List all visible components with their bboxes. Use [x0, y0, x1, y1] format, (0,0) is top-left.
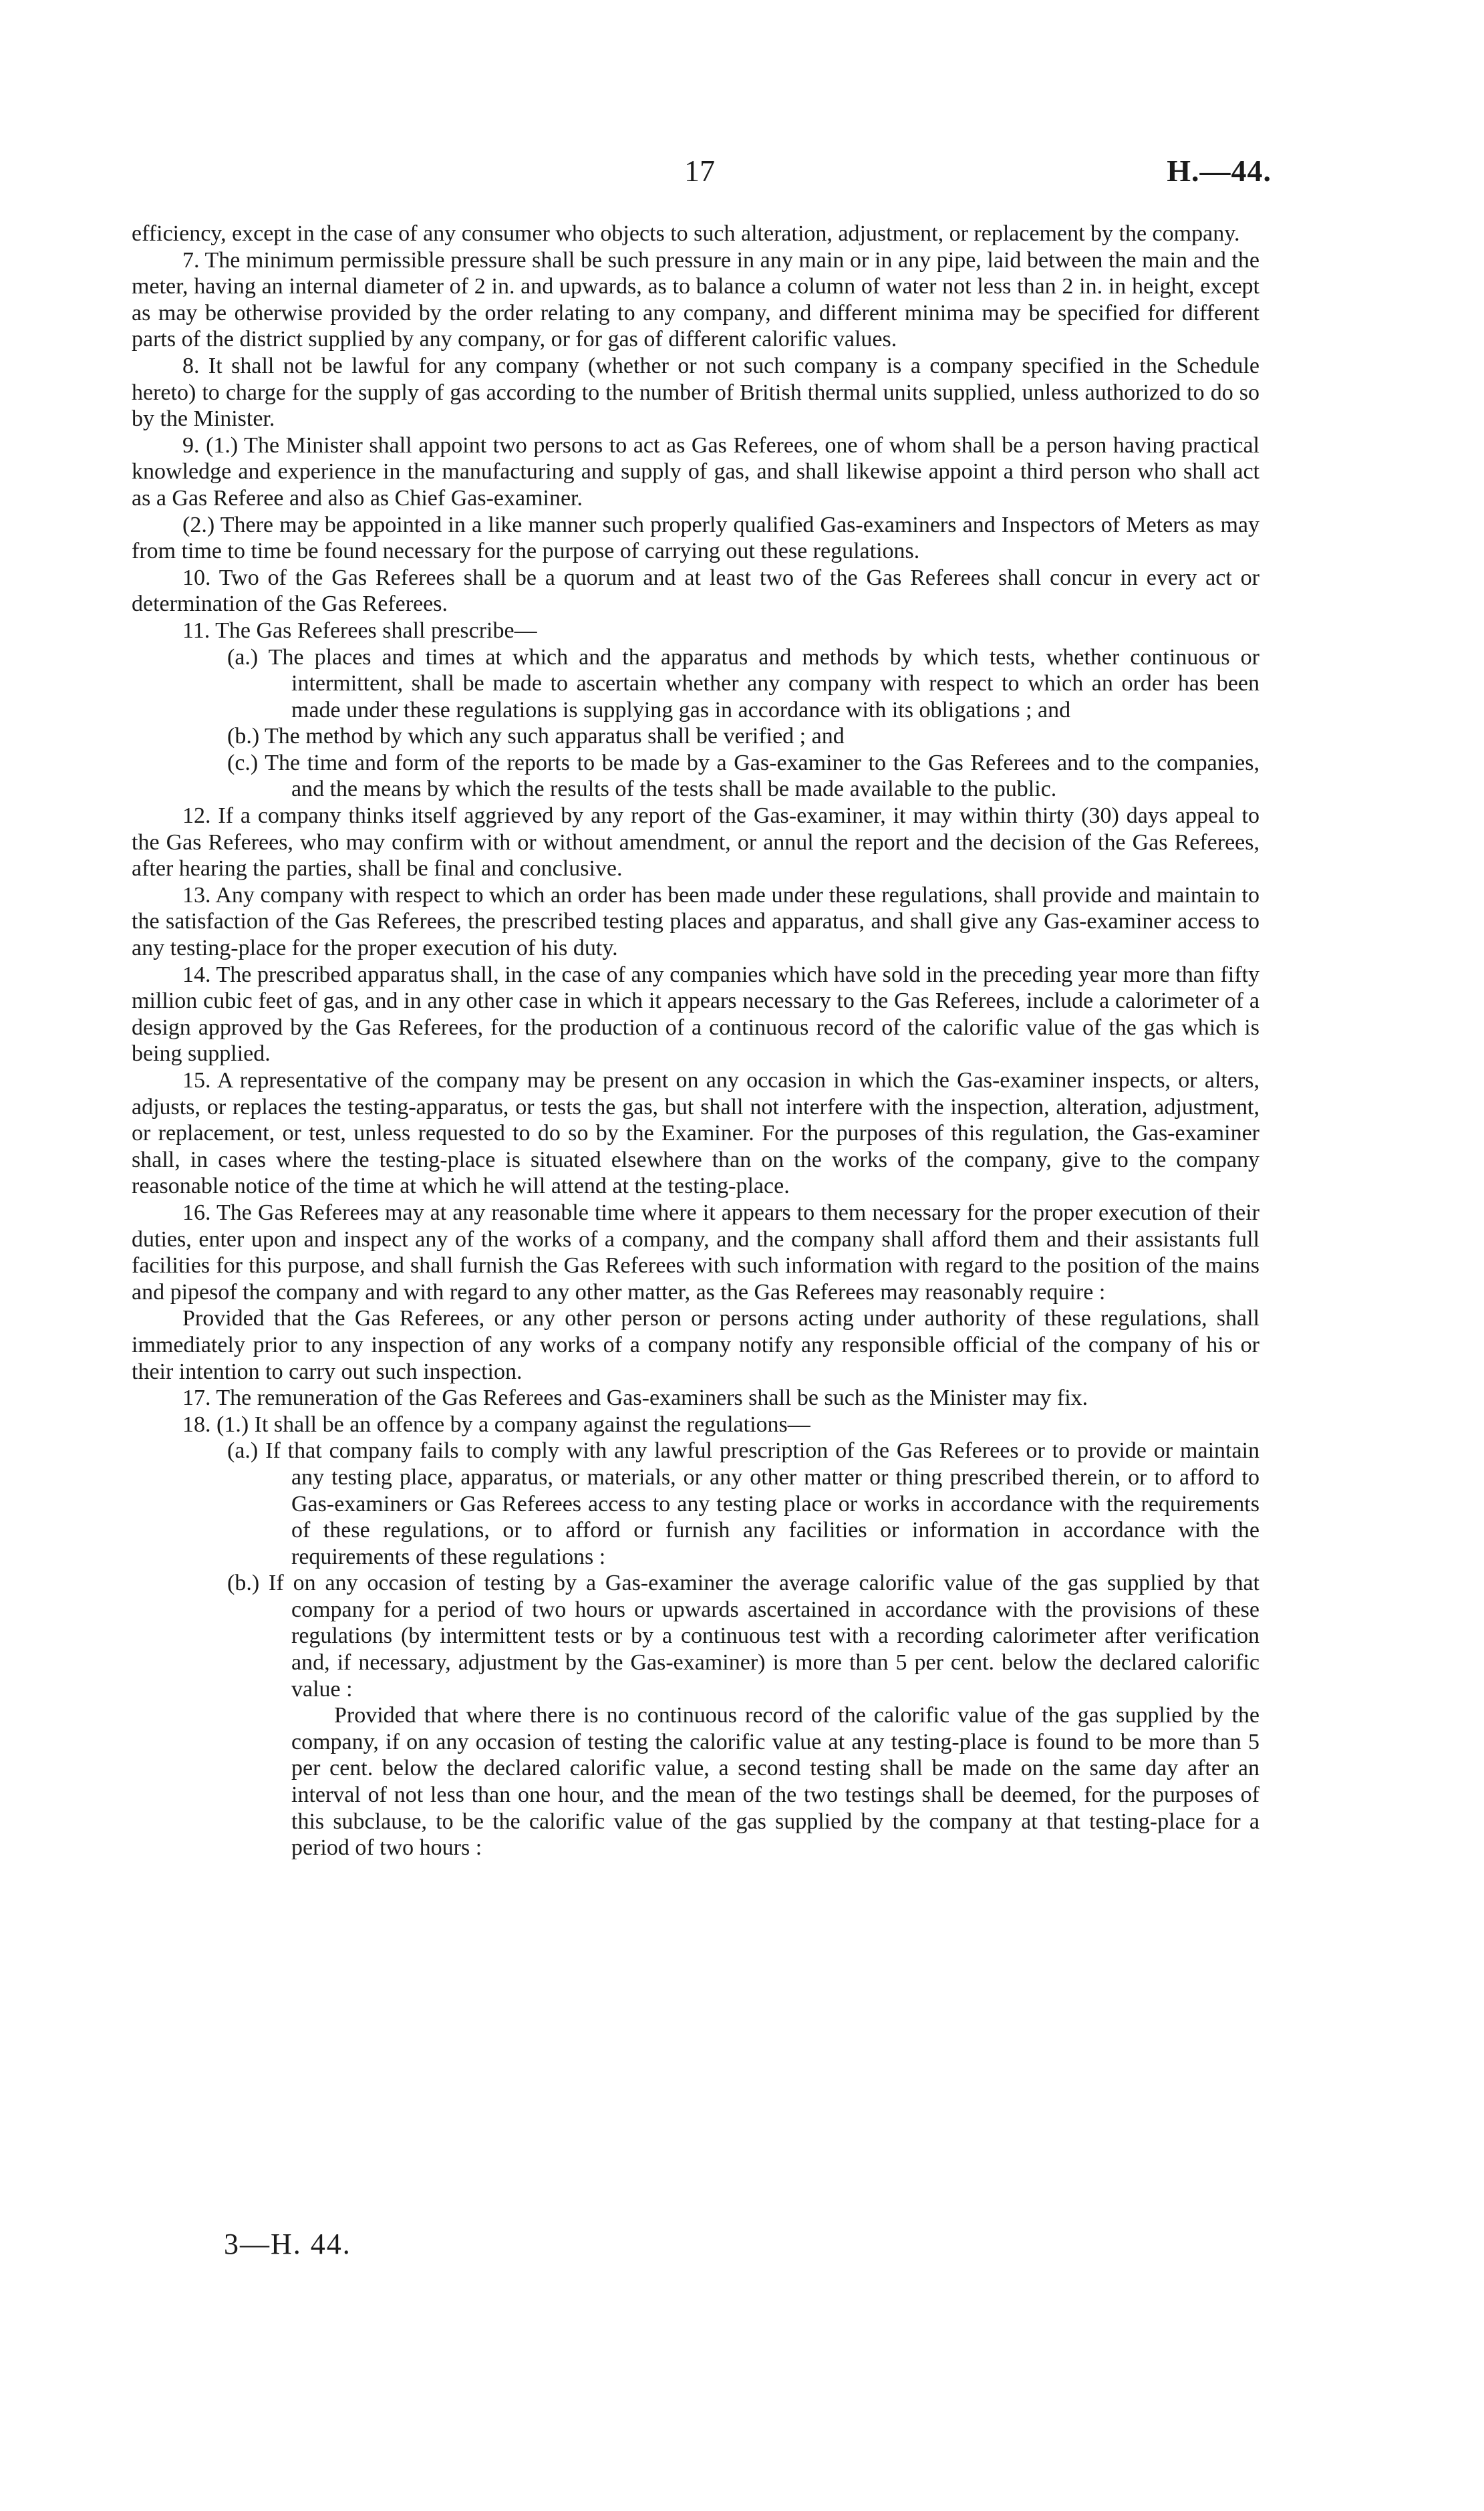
subclause: (b.) The method by which any such apparatus shall be verified ; and — [227, 724, 845, 749]
regulation-paragraph: 13. Any company with respect to which an order has been made under these regulations, shall provide and maintain to the satisfaction of the Gas Referees, the prescribed testing places and apparatus, and shall give any Gas-examiner access to any testing-place for the proper execution of his duty. — [132, 882, 1259, 961]
continued-paragraph: efficiency, except in the case of any consumer who objects to such alteration, adjustment, or replacement by the company. — [132, 221, 1240, 246]
regulation-paragraph: 7. The minimum permissible pressure shall be such pressure in any main or in any pipe, laid between the main and the meter, having an internal diameter of 2 in. and upwards, as to balance a column of water not less than 2 in. in height, except as may be otherwise provided by the order relating to any company, and different minima may be specified for different parts of the district supplied by any company, or for gas of different calorific values. — [132, 247, 1259, 352]
subclause: (a.) The places and times at which and the apparatus and methods by which tests, whether continuous or intermittent, shall be made to ascertain whether any company with respect to which an order has been made under these regulations is supplying gas in accordance with its obligations ; and — [227, 644, 1259, 722]
sheet-signature: 3—H. 44. — [224, 2228, 351, 2260]
subclause: (c.) The time and form of the reports to be made by a Gas-examiner to the Gas Referees and to the companies, and the means by which the results of the tests shall be made available to the public. — [227, 750, 1259, 802]
regulation-paragraph: 8. It shall not be lawful for any company (whether or not such company is a company specified in the Schedule hereto) to charge for the supply of gas according to the number of British thermal units supplied, unless authorized to do so by the Minister. — [132, 353, 1259, 432]
subclause: (b.) If on any occasion of testing by a Gas-examiner the average calorific value of the gas supplied by that company for a period of two hours or upwards ascertained in accordance with the provisions of these regulations (by intermittent tests or by a continuous test with a recording calorimeter after verification and, if necessary, adjustment by the Gas-examiner) is more than 5 per cent. below the declared calorific value : — [227, 1571, 1259, 1702]
regulation-paragraph: 16. The Gas Referees may at any reasonable time where it appears to them necessary for the proper execution of their duties, enter upon and inspect any of the works of a company, and the company shall afford them and their assistants full facilities for this purpose, and shall furnish the Gas Referees with such information with regard to the position of the mains and pipesof the company and with regard to any other matter, as the Gas Referees may reasonably require : — [132, 1200, 1259, 1305]
page-number: 17 — [684, 154, 715, 188]
regulation-paragraph: 18. (1.) It shall be an offence by a company against the regulations— — [182, 1412, 810, 1437]
subclause: (a.) If that company fails to comply with any lawful prescription of the Gas Referees or to provide or maintain any testing place, apparatus, or materials, or any other matter or thing prescribed therein, or to afford to Gas-examiners or Gas Referees access to any testing place or works in accordance with the requirements of these regulations, or to afford or furnish any facilities or information in accordance with the requirements of these regulations : — [227, 1438, 1259, 1569]
regulation-paragraph: (2.) There may be appointed in a like manner such properly qualified Gas-examiners and Inspectors of Meters as may from time to time be found necessary for the purpose of carrying out these regulations. — [132, 512, 1259, 564]
body-text — [132, 221, 1259, 1861]
regulation-paragraph: Provided that the Gas Referees, or any other person or persons acting under authority of these regulations, shall immediately prior to any inspection of any works of a company notify any responsible official of the company of his or their intention to carry out such inspection. — [132, 1306, 1259, 1384]
regulation-paragraph: 9. (1.) The Minister shall appoint two persons to act as Gas Referees, one of whom shall be a person having practical knowledge and experience in the manufacturing and supply of gas, and shall likewise appoint a third person who shall act as a Gas Referee and also as Chief Gas-examiner. — [132, 432, 1259, 511]
proviso-paragraph: Provided that where there is no continuous record of the calorific value of the gas supplied by the company, if on any occasion of testing the calorific value at any testing-place is found to be more than 5 per cent. below the declared calorific value, a second testing shall be made on the same day after an interval of not less than one hour, and the mean of the two testings shall be deemed, for the purposes of this subclause, to be the calorific value of the gas supplied by the company at that testing-place for a period of two hours : — [291, 1703, 1259, 1861]
document-reference: H.—44. — [1167, 154, 1272, 188]
regulation-paragraph: 12. If a company thinks itself aggrieved by any report of the Gas-examiner, it may within thirty (30) days appeal to the Gas Referees, who may confirm with or without amendment, or annul the report and the decision of the Gas Referees, after hearing the parties, shall be final and conclusive. — [132, 803, 1259, 882]
regulation-paragraph: 14. The prescribed apparatus shall, in the case of any companies which have sold in the preceding year more than fifty million cubic feet of gas, and in any other case in which it appears necessary to the Gas Referees, include a calorimeter of a design approved by the Gas Referees, for the production of a continuous record of the calorific value of the gas which is being supplied. — [132, 962, 1259, 1067]
page-header — [0, 151, 1484, 205]
regulation-paragraph: 15. A representative of the company may be present on any occasion in which the Gas-examiner inspects, or alters, adjusts, or replaces the testing-apparatus, or tests the gas, but shall not interfere with the inspection, alteration, adjustment, or replacement, or test, unless requested to do so by the Examiner. For the purposes of this regulation, the Gas-examiner shall, in cases where the testing-place is situated elsewhere than on the works of the company, give to the company reasonable notice of the time at which he will attend at the testing-place. — [132, 1068, 1259, 1199]
regulation-paragraph: 17. The remuneration of the Gas Referees and Gas-examiners shall be such as the Minister may fix. — [182, 1385, 1088, 1411]
regulation-paragraph: 10. Two of the Gas Referees shall be a quorum and at least two of the Gas Referees shall concur in every act or determination of the Gas Referees. — [132, 565, 1259, 617]
regulation-paragraph: 11. The Gas Referees shall prescribe— — [182, 618, 537, 643]
